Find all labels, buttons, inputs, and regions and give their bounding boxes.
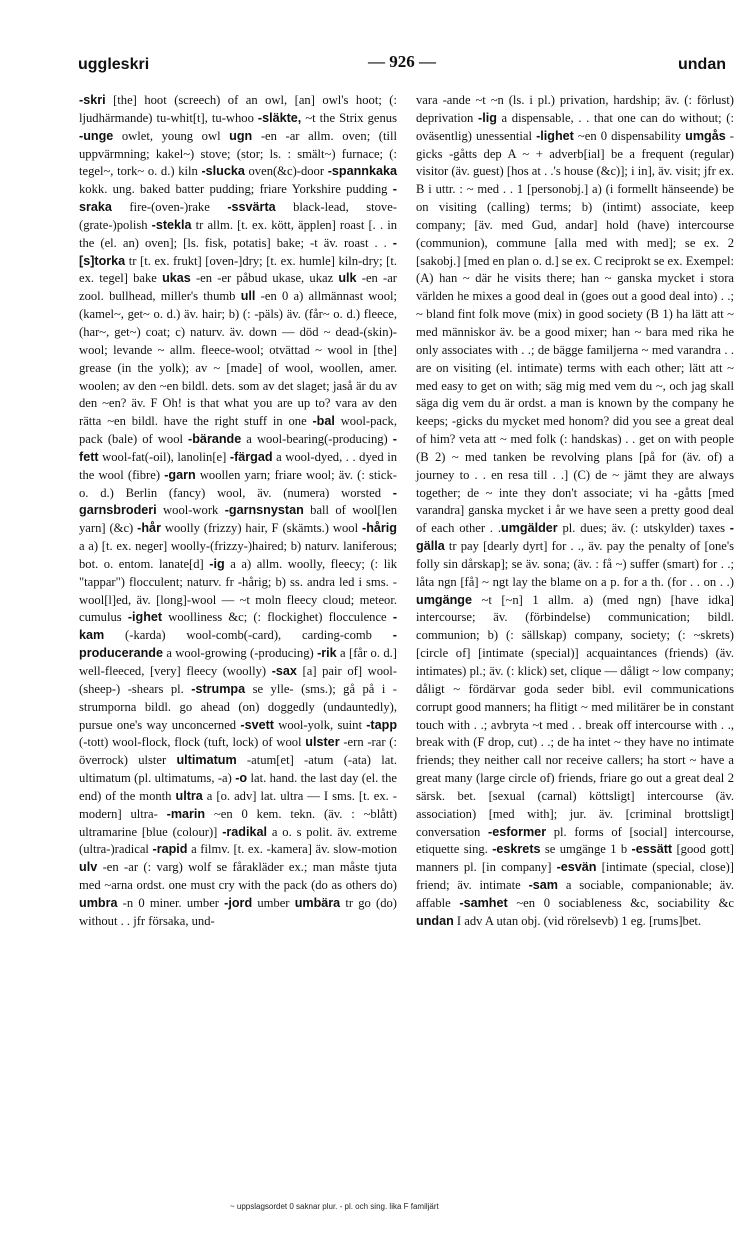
entry-headword: -eskrets <box>492 842 541 857</box>
entry-headword: -kam <box>79 610 398 643</box>
entry-headword: -jord <box>224 895 253 910</box>
column-text <box>79 92 397 931</box>
entry-headword: -esformer <box>488 824 547 839</box>
entry-definition: -n 0 miner. umber <box>117 895 225 910</box>
entry-definition: wool-yolk, suint <box>273 717 367 732</box>
entry-headword: -garn <box>164 467 196 482</box>
entry-definition: [the] hoot (screech) of an owl, [an] owl's hoot; (: ljudhärmande) tu-whit[t], tu-whoo <box>79 93 397 125</box>
entry-headword: ull <box>240 289 256 304</box>
entry-headword: -släkte, <box>257 110 302 125</box>
right-column <box>416 92 734 931</box>
entry-definition: -en -ar zool. bullhead, miller's thumb <box>79 271 398 304</box>
entry-headword: -producerande <box>79 628 397 661</box>
entry-definition: tr go (do) without . . jfr försaka, und- <box>79 895 397 928</box>
entry-definition: vara -ande ~t ~n (ls. i pl.) privation, hardship; äv. (: förlust) deprivation <box>416 93 734 125</box>
entry-definition: -en -ar allm. oven; (till uppvärmning; kakel~) stove; (stor; ls. : smält~) furnace; (: tegel~, tork~ o. d.) kiln <box>79 128 397 179</box>
entry-headword: undan <box>416 913 454 928</box>
entry-headword: -hårig <box>362 521 397 536</box>
entry-definition: oven(&c)-door <box>244 164 328 179</box>
entry-definition: pl. dues; äv. (: utskylder) taxes <box>557 521 730 536</box>
entry-headword: umbra <box>79 895 118 910</box>
entry-definition: (-karda) wool-comb(-card), carding-comb <box>104 628 393 643</box>
entry-definition: a [får o. d.] well-fleeced, [very] fleecy (woolly) <box>79 646 397 678</box>
entry-definition: I adv A utan obj. (vid rörelsevb) 1 eg. [rums]bet. <box>453 913 702 928</box>
entry-definition: wool-work <box>156 503 225 518</box>
entry-headword: -skri <box>79 93 106 107</box>
entry-definition: a o. s polit. äv. extreme (ultra-)radical <box>79 824 397 857</box>
entry-headword: -ssvärta <box>227 200 276 215</box>
entry-definition: -en -ar (: varg) wolf se fårakläder ex.; man måste tjuta med ~arna ordst. one must cry with the pack (do as others do) <box>79 860 397 893</box>
entry-definition: woolly (frizzy) hair, F (skämts.) wool <box>160 521 362 536</box>
entry-definition: umber <box>252 895 295 910</box>
entry-headword: -[s]torka <box>79 235 397 268</box>
page-header <box>78 52 726 78</box>
entry-definition: -atum[et] -atum (-ata) lat. ultimatum (pl. ultimatums, -a) <box>79 753 397 786</box>
entry-headword: ulv <box>79 860 98 875</box>
footer-legend: ~ uppslagsordet 0 saknar plur. - pl. och sing. lika F familjärt <box>230 1202 439 1211</box>
entry-headword: ultra <box>175 788 203 803</box>
entry-definition: wool-pack, pack (bale) of wool <box>79 414 397 447</box>
entry-headword: ugn <box>229 128 253 143</box>
entry-definition: fire-(oven-)rake <box>111 200 228 215</box>
entry-definition: -en 0 a) allmännast wool; (kamel~, get~ o. d.) äv. hair; b) (: -päls) äv. (får~ o. d.) fleece, (har~, get~) coat; c) naturv. äv. down — död ~ dead-(skin)-wool; levande ~ allm. fleece-wool; otvättad ~ wool in [the] grease (in the yolk); av ~ [made] of wool, woollen, amer. woolen; av den ~en bildl. dets. som av det slaget; jaså är du av den ~en? äv. F Oh! is that what you are up to? vara av den rätta ~en bildl. have the right stuff in one <box>79 289 397 429</box>
entry-headword: -hår <box>137 521 161 536</box>
entry-definition: a wool-dyed, . . dyed in the wool (fibre) <box>79 449 397 482</box>
entry-definition: woollen yarn; friare wool; äv. (: stick- o. d.) Berlin (fancy) wool, äv. (numera) worsted <box>79 467 397 500</box>
entry-definition: a a) allm. woolly, fleecy; (: lik "tappar") flocculent; naturv. fr -hårig; b) ss. andra led i sms. -wool[l]ed, äv. [long]-wool — ~t moln fleecy cloud; meteor. cumulus <box>79 556 397 625</box>
entry-headword: ulk <box>338 271 357 286</box>
entry-headword: -essätt <box>631 842 673 857</box>
entry-definition: -en -er påbud ukase, ukaz <box>190 271 339 286</box>
entry-headword: -unge <box>79 128 114 143</box>
entry-headword: ukas <box>162 271 191 286</box>
entry-headword: -samhet <box>459 895 508 910</box>
entry-definition: a wool-growing (-producing) <box>162 646 318 661</box>
entry-headword: umbära <box>294 895 341 910</box>
entry-headword: -stekla <box>151 217 192 232</box>
entry-headword: -rik <box>317 646 337 661</box>
entry-definition: tr pay [dearly dyrt] for . ., äv. pay the penalty of [one's folly sin dårskap]; se äv. sona; (äv. : få ~) suffer (smart) for . .; låta ngn [få] ~ ngt lay the blame on a p. for a th. (for . . on . .) <box>416 539 734 589</box>
entry-definition: kokk. ung. baked batter pudding; friare Yorkshire pudding <box>79 182 393 197</box>
entry-definition: lat. hand. the last day (el. the end) of the month <box>79 771 397 803</box>
entry-headword: -slucka <box>201 164 245 179</box>
entry-definition: a dispensable, . . that one can do without; (: oväsentlig) unessential <box>416 110 734 143</box>
entry-headword: -lighet <box>536 128 574 143</box>
header-guide-word-right: undan <box>678 56 726 73</box>
entry-headword: -sax <box>271 664 297 678</box>
entry-definition: ~t the Strix genus <box>301 110 397 125</box>
entry-definition: ~t [~n] 1 allm. a) (med ngn) [have idka] intercourse; äv. (förbindelse) communication; bildl. communion; b) (: sällskap) company, society; (: ~skrets) [circle of] [intimate (special)] acquaintances (friends) (äv. intimates) pl.; äv. (: klick) set, clique — dåligt ~ low company; dåligt ~ fördärvar goda seder bibl. evil communications corrupt good manners; ha flitigt ~ med militärer be in constant touch with . .; avbryta ~t med . . break off intercourse with . ., break with (F drop, cut) . .; de ha intet ~ they have no intimate friends; they neither call nor receive callers; ha stort ~ have a great many (large circle of) friends, friare go out a great deal 2 särsk. bet. [sexual (carnal) köttsligt] intercourse (äv. association) [med with]; jur. äv. [criminal brottsligt] conversation <box>416 592 734 839</box>
entry-headword: -färgad <box>229 449 273 464</box>
entry-headword: -esvän <box>556 860 597 875</box>
page-number: — 926 — <box>368 52 436 71</box>
entry-headword: ulster <box>305 735 340 750</box>
entry-headword: -gälla <box>416 521 734 554</box>
entry-headword: -svett <box>240 717 274 732</box>
entry-headword: -bärande <box>188 432 242 447</box>
entry-definition: a sociable, companionable; äv. affable <box>416 878 734 910</box>
entry-headword: -sam <box>528 878 558 893</box>
entry-definition: a a) [t. ex. neger] woolly-(frizzy-)haired; b) naturv. laniferous; bot. o. entom. lanate[d] <box>79 539 397 571</box>
entry-definition: ~en 0 dispensability <box>573 128 686 143</box>
entry-headword: -lig <box>478 110 497 125</box>
entry-definition: tr allm. [t. ex. kött, äpplen] roast [. . in the (el. an) oven]; [ls. fisk, potatis] bake; -t äv. roast . . <box>79 217 397 250</box>
entry-definition: woolliness &c; (: flockighet) flocculence <box>162 610 393 625</box>
entry-definition: -gicks -gåtts dep A ~ + adverb[ial] be a frequent (regular) visitor (äv. guest) [hos at . .'s house (&c)]; i in], äv. visit; jfr ex. B i uttr. : ~ med . . 1 [personobj.] a) (i formellt hänseende) be on visiting (calling) terms; b) (intimt) associate, keep company; [äv. med Gud, andar] hold (have) intercourse (communion), commune [alla med with med]; se ex. 2 [sakobj.] [med en plan o. d.] se ex. C reciprokt se ex. Exempel: (A) han ~ där he visits there; han ~ ganska mycket i stora världen he mixes a good deal in (goes out a good deal into) . .; ~ bland fint folk move (mix) in good society (B 1) ha lätt att ~ med människor äv. be a good mixer; han ~ bara med rika he only associates with . .; de bägge familjerna ~ med varandra . . are on visiting (el. intimate) terms with each other; lätt att ~ med easy to get on with; säg mig med vem du ~, och jag skall säga dig vem du är ordst. a man is known by the company he keeps; -gicks du mycket med honom? did you see a great deal of him? veta att ~ med folk (: handskas) . . get on with people (B 2) ~ med tanken be revolving plans [på for (äv. of) a journey to . . en resa till . .] (C) de ~ jämt they are always together; de ~ inte they don't associate; vi ha -gåtts [med varandra] ganska mycket i år we have seen a pretty good deal of each other . . <box>416 128 734 536</box>
entry-headword: -ighet <box>127 610 163 625</box>
entry-headword: -rapid <box>152 842 188 857</box>
column-text <box>416 92 734 931</box>
entry-headword: -radikal <box>222 824 268 839</box>
entry-definition: owlet, young owl <box>113 128 230 143</box>
header-guide-word-left: uggleskri <box>78 56 150 73</box>
entry-definition: wool-fat(-oil), lanolin[e] <box>98 449 230 464</box>
entry-definition: tr [t. ex. frukt] [oven-]dry; [t. ex. humle] kiln-dry; [t. ex. tegel] bake <box>79 253 397 286</box>
entry-headword: -marin <box>166 806 206 821</box>
entry-headword: -garnsbroderi <box>79 485 397 518</box>
entry-definition: ball of wool[len yarn] (&c) <box>79 503 398 536</box>
entry-headword: umgänge <box>416 592 472 607</box>
entry-definition: [good gott] manners pl. [in company] <box>416 842 734 875</box>
entry-headword: -tapp <box>366 717 398 732</box>
entry-headword: umgälder <box>501 521 558 536</box>
entry-definition: se umgänge 1 b <box>540 842 632 857</box>
entry-definition: -ern -rar (: överrock) ulster <box>79 735 397 768</box>
entry-headword: -spannkaka <box>327 164 397 179</box>
entry-headword: -fett <box>79 432 397 464</box>
entry-definition: ~en 0 kem. tekn. (äv. : ~blått) ultramarine [blue (colour)] <box>79 806 398 839</box>
entry-definition: se ylle- (sms.); gå på i -strumporna bildl. go ahead (on) doggedly (undauntedly), pursue one's way unconcerned <box>79 681 398 732</box>
entry-headword: -bal <box>312 414 335 429</box>
entry-definition: a filmv. [t. ex. -kamera] äv. slow-motion <box>187 842 397 857</box>
entry-headword: -strumpa <box>191 681 246 696</box>
entry-definition: [a] pair of] wool-(sheep-) -shears pl. <box>79 664 397 696</box>
entry-definition: black-lead, stove-(grate-)polish <box>79 200 397 232</box>
entry-headword: ultimatum <box>176 753 237 768</box>
entry-definition: ~en 0 sociableness &c, sociability &c <box>507 895 734 910</box>
entry-definition: pl. forms of [social] intercourse, etiquette sing. <box>416 824 734 857</box>
entry-headword: -garnsnystan <box>224 503 304 518</box>
entry-headword: -ig <box>209 556 225 571</box>
entry-definition: a [o. adv] lat. ultra — I sms. [t. ex. -modern] ultra- <box>79 788 397 821</box>
entry-headword: -o <box>235 771 248 786</box>
left-column <box>79 92 397 931</box>
entry-definition: [intimate (special, close)] friend; äv. intimate <box>416 860 734 893</box>
entry-definition: (-tott) wool-flock, flock (tuft, lock) of wool <box>79 735 306 750</box>
entry-definition: a wool-bearing(-producing) <box>241 432 393 447</box>
entry-headword: umgås <box>685 128 726 143</box>
entry-headword: -sraka <box>79 182 397 215</box>
